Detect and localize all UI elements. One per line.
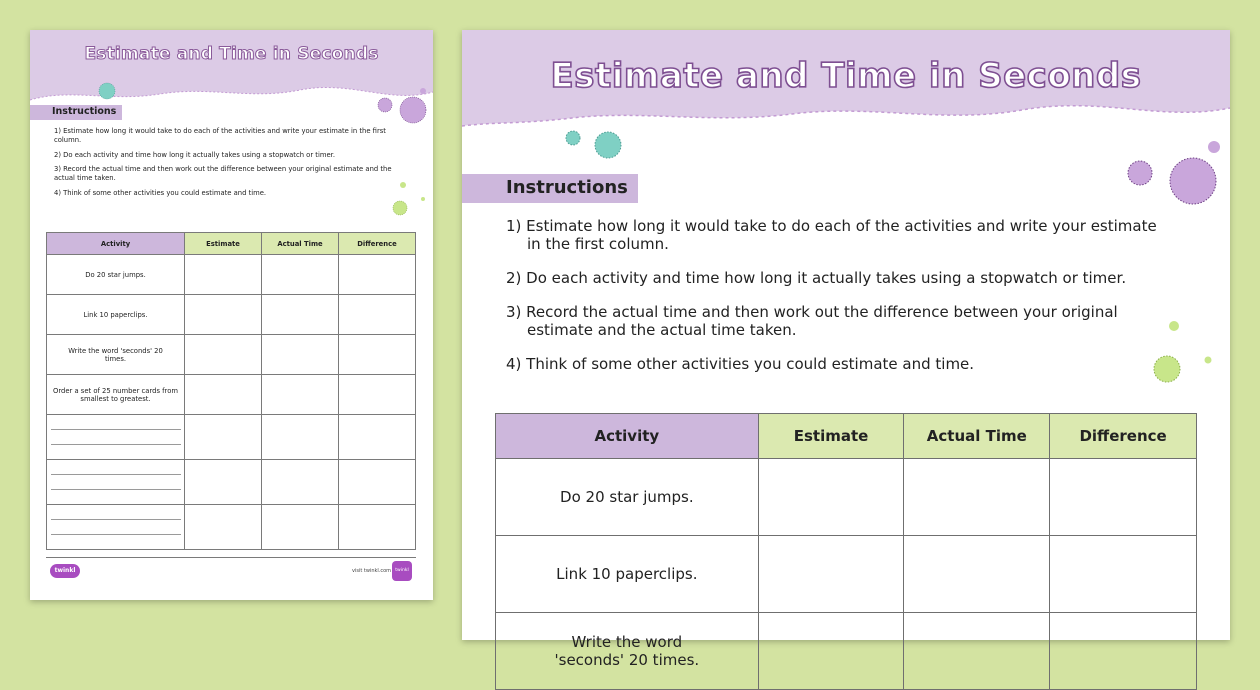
lime-dot [1205, 357, 1212, 364]
table-row [47, 460, 416, 505]
instruction-step: 3) Record the actual time and then work out the difference between your original estimate and the actual time taken. [506, 303, 1118, 339]
instructions-list [54, 127, 409, 204]
table-row [47, 295, 416, 335]
header-difference: Difference [1050, 414, 1197, 459]
table-row [47, 375, 416, 415]
actual-time-cell[interactable] [904, 536, 1050, 613]
table-header-row [47, 233, 416, 255]
instructions-list [506, 217, 1166, 389]
table-row [47, 415, 416, 460]
difference-cell[interactable] [339, 375, 416, 415]
instruction-step: 4) Think of some other activities you could estimate and time. [506, 355, 975, 373]
activity-cell: Link 10 paperclips. [47, 295, 185, 335]
actual-time-cell[interactable] [262, 460, 339, 505]
lavender-dot [1170, 158, 1216, 204]
lavender-dot [1128, 161, 1152, 185]
table-row [47, 255, 416, 295]
header-actual-time: Actual Time [262, 233, 339, 255]
lime-dot [421, 197, 425, 201]
instruction-step: 3) Record the actual time and then work out the difference between your original estimate and the actual time taken. [54, 165, 392, 183]
actual-time-cell[interactable] [262, 375, 339, 415]
estimate-cell[interactable] [185, 375, 262, 415]
table-row [496, 536, 1197, 613]
actual-time-cell[interactable] [262, 335, 339, 375]
worksheet-title: Estimate and Time in Seconds [550, 56, 1142, 96]
footer-divider [46, 557, 416, 558]
actual-time-cell[interactable] [262, 505, 339, 550]
instructions-label: Instructions [462, 174, 638, 203]
header-difference: Difference [339, 233, 416, 255]
instruction-step: 1) Estimate how long it would take to do each of the activities and write your estimate in the first column. [506, 217, 1157, 253]
teal-dot [99, 83, 115, 99]
difference-cell[interactable] [1050, 536, 1197, 613]
blank-activity-cell[interactable] [47, 460, 185, 505]
lavender-dot [1208, 141, 1220, 153]
difference-cell[interactable] [339, 505, 416, 550]
actual-time-cell[interactable] [262, 255, 339, 295]
header-activity: Activity [496, 414, 759, 459]
estimate-cell[interactable] [758, 459, 904, 536]
table-row [47, 335, 416, 375]
instruction-step: 2) Do each activity and time how long it actually takes using a stopwatch or timer. [506, 269, 1127, 287]
difference-cell[interactable] [1050, 459, 1197, 536]
header-estimate: Estimate [185, 233, 262, 255]
table-header-row [496, 414, 1197, 459]
estimate-cell[interactable] [185, 255, 262, 295]
activity-cell: Write the word 'seconds' 20 times. [47, 335, 185, 375]
actual-time-cell[interactable] [262, 415, 339, 460]
estimate-cell[interactable] [185, 505, 262, 550]
estimate-cell[interactable] [185, 335, 262, 375]
visit-link[interactable]: visit twinkl.com [352, 568, 392, 574]
activity-cell: Write the word 'seconds' 20 times. [496, 613, 759, 690]
twinkl-badge: twinkl [392, 561, 412, 581]
instructions-label: Instructions [30, 105, 122, 120]
blank-activity-cell[interactable] [47, 505, 185, 550]
activity-cell: Order a set of 25 number cards from smallest to greatest. [47, 375, 185, 415]
lavender-dot [378, 98, 392, 112]
lavender-dot [420, 88, 426, 94]
lime-dot [1169, 321, 1179, 331]
actual-time-cell[interactable] [904, 459, 1050, 536]
actual-time-cell[interactable] [262, 295, 339, 335]
activity-cell: Do 20 star jumps. [47, 255, 185, 295]
activity-table [46, 232, 416, 550]
difference-cell[interactable] [339, 335, 416, 375]
estimate-cell[interactable] [758, 536, 904, 613]
activity-cell: Do 20 star jumps. [496, 459, 759, 536]
activity-cell: Link 10 paperclips. [496, 536, 759, 613]
difference-cell[interactable] [339, 255, 416, 295]
instruction-step: 1) Estimate how long it would take to do each of the activities and write your estimate in the first column. [54, 127, 386, 144]
estimate-cell[interactable] [185, 415, 262, 460]
activity-table [495, 413, 1197, 690]
difference-cell[interactable] [339, 415, 416, 460]
teal-dot [566, 131, 580, 145]
difference-cell[interactable] [339, 295, 416, 335]
instruction-step: 2) Do each activity and time how long it actually takes using a stopwatch or timer. [54, 150, 335, 159]
table-row [496, 613, 1197, 690]
table-row [47, 505, 416, 550]
estimate-cell[interactable] [185, 295, 262, 335]
difference-cell[interactable] [339, 460, 416, 505]
header-actual-time: Actual Time [904, 414, 1050, 459]
blank-activity-cell[interactable] [47, 415, 185, 460]
worksheet-thumbnail [30, 30, 433, 600]
header-activity: Activity [47, 233, 185, 255]
actual-time-cell[interactable] [904, 613, 1050, 690]
lavender-dot [400, 97, 426, 123]
header-estimate: Estimate [758, 414, 904, 459]
teal-dot [595, 132, 621, 158]
worksheet-title: Estimate and Time in Seconds [84, 44, 379, 64]
twinkl-logo: twinkl [50, 564, 80, 578]
instruction-step: 4) Think of some other activities you could estimate and time. [54, 189, 267, 198]
estimate-cell[interactable] [185, 460, 262, 505]
difference-cell[interactable] [1050, 613, 1197, 690]
table-row [496, 459, 1197, 536]
worksheet-preview [462, 30, 1230, 669]
estimate-cell[interactable] [758, 613, 904, 690]
